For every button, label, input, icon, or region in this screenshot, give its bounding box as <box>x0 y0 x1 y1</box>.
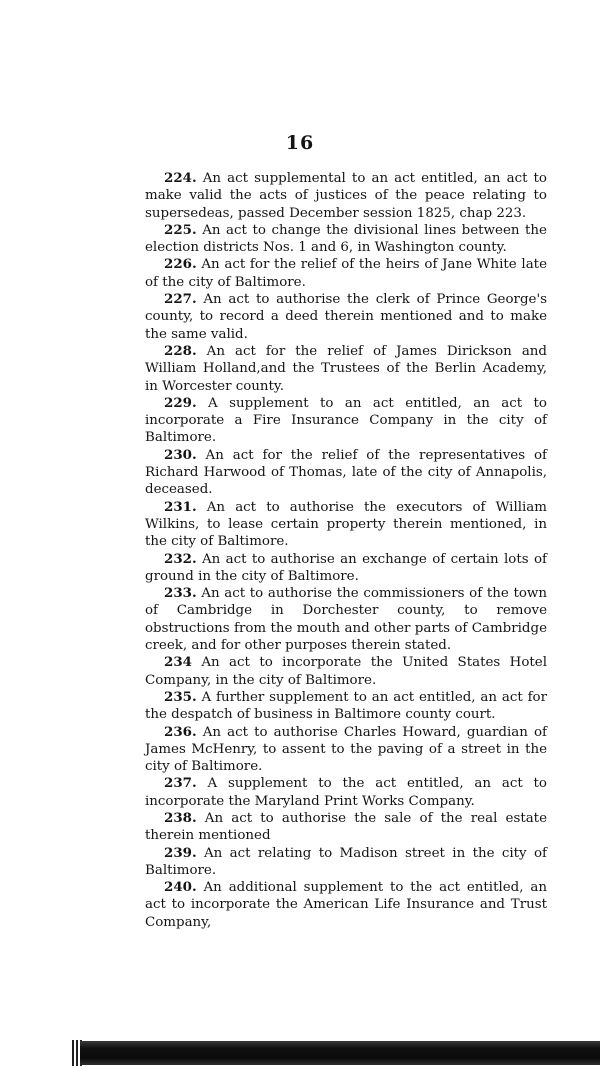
act-number: 240. <box>164 879 197 896</box>
act-entry <box>145 551 547 586</box>
act-entry <box>145 291 547 343</box>
act-text: An act relating to Madison street in the city of Baltimore. <box>145 845 547 878</box>
act-number: 229. <box>164 394 197 411</box>
act-entry <box>145 395 547 447</box>
act-number: 236. <box>164 723 197 740</box>
act-number: 225. <box>164 221 197 238</box>
act-entry <box>145 689 547 724</box>
act-text: An act for the relief of the representatives of Richard Harwood of Thomas, late of the city of Annapolis, deceased. <box>145 447 547 498</box>
act-entry <box>145 810 547 845</box>
act-text: An additional supplement to the act entitled, an act to incorporate the American Life Insurance and Trust Company, <box>145 880 547 930</box>
page-number: 16 <box>285 132 315 154</box>
act-entry <box>145 654 547 689</box>
act-text: An act supplemental to an act entitled, an act to make valid the acts of justices of the peace relating to supersedeas, passed December session 1825, chap 223. <box>145 171 547 221</box>
act-text: A supplement to an act entitled, an act to incorporate a Fire Insurance Company in the city of Baltimore. <box>145 395 547 446</box>
act-number: 231. <box>164 498 197 515</box>
act-entry <box>145 256 547 291</box>
act-text: A supplement to the act entitled, an act to incorporate the Maryland Print Works Company. <box>145 776 547 809</box>
act-entry <box>145 170 547 222</box>
act-text: An act to authorise the commissioners of the town of Cambridge in Dorchester county, to remove obstructions from the mouth and other parts of Cambridge creek, and for other purposes therein stated. <box>145 586 547 654</box>
act-text: An act to authorise the clerk of Prince George's county, to record a deed therein mentioned and to make the same valid. <box>145 292 547 342</box>
acts-list <box>145 170 547 931</box>
act-number: 226. <box>164 256 197 273</box>
act-number: 234 <box>164 654 192 671</box>
act-number: 237. <box>164 775 197 792</box>
act-text: An act to authorise the sale of the real estate therein mentioned <box>145 810 547 844</box>
act-number: 227. <box>164 291 197 308</box>
act-number: 230. <box>164 446 197 463</box>
act-number: 228. <box>164 342 197 359</box>
act-entry <box>145 879 547 931</box>
act-entry <box>145 222 547 257</box>
act-text: An act to incorporate the United States Hotel Company, in the city of Baltimore. <box>145 655 547 688</box>
act-number: 224. <box>164 170 197 186</box>
scan-bottom-band <box>80 1041 600 1065</box>
act-number: 239. <box>164 844 197 861</box>
act-entry <box>145 724 547 776</box>
act-entry <box>145 775 547 810</box>
act-number: 233. <box>164 585 197 602</box>
act-text: A further supplement to an act entitled, an act for the despatch of business in Baltimore county court. <box>145 689 547 723</box>
act-number: 232. <box>164 550 197 567</box>
act-text: An act to change the divisional lines between the election districts Nos. 1 and 6, in Washington county. <box>145 222 547 256</box>
act-text: An act to authorise Charles Howard, guardian of James McHenry, to assent to the paving of a street in the city of Baltimore. <box>145 724 547 775</box>
act-text: An act for the relief of the heirs of Jane White late of the city of Baltimore. <box>145 257 547 290</box>
act-number: 235. <box>164 688 197 705</box>
act-entry <box>145 499 547 551</box>
act-entry <box>145 343 547 395</box>
act-entry <box>145 447 547 499</box>
act-text: An act to authorise an exchange of certain lots of ground in the city of Baltimore. <box>145 551 547 584</box>
act-entry <box>145 585 547 654</box>
act-text: An act for the relief of James Dirickson and William Holland,and the Trustees of the Berlin Academy, in Worcester county. <box>145 343 548 394</box>
act-text: An act to authorise the executors of William Wilkins, to lease certain property therein mentioned, in the city of Baltimore. <box>145 499 547 550</box>
act-number: 238. <box>164 809 197 826</box>
act-entry <box>145 845 547 880</box>
